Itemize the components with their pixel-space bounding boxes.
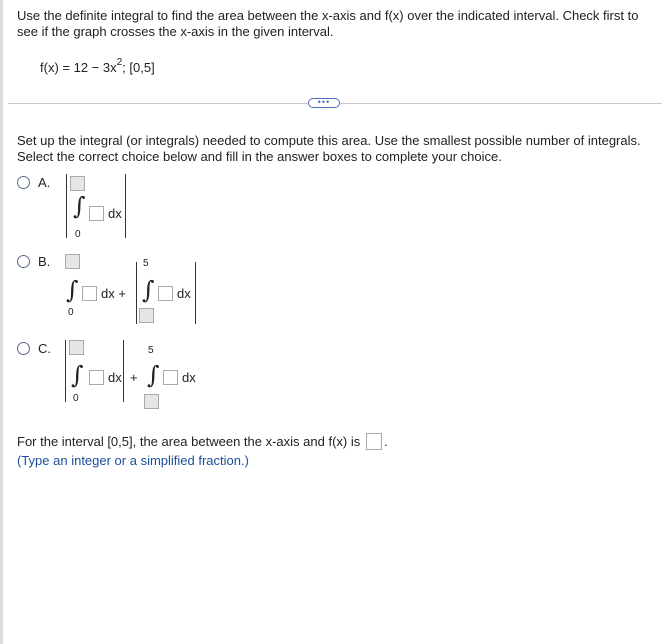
- choice-a-left-bar: [66, 174, 67, 238]
- instructions-line-2: Select the correct choice below and fill in the answer boxes to complete your choice.: [17, 149, 502, 164]
- choice-c-upper-limit-1-input[interactable]: [69, 340, 84, 355]
- choice-c-integral-sign-2: ∫: [147, 361, 160, 389]
- choice-b-integrand-1-input[interactable]: [82, 286, 97, 301]
- choice-a-lower-limit: 0: [75, 229, 81, 240]
- choice-c-integrand-1-input[interactable]: [89, 370, 104, 385]
- area-answer-input[interactable]: [366, 433, 382, 450]
- choice-a-label: A.: [38, 175, 51, 190]
- left-rule: [0, 0, 3, 644]
- area-statement: For the interval [0,5], the area between the x-axis and f(x) is: [17, 434, 361, 449]
- choice-a-dx: dx: [108, 206, 122, 221]
- choice-a-radio[interactable]: [17, 176, 30, 189]
- choice-b-integral-sign-2: ∫: [142, 276, 155, 304]
- choice-c-integrand-2-input[interactable]: [163, 370, 178, 385]
- choice-c-right-bar-1: [123, 340, 124, 402]
- choice-c-integral-sign-1: ∫: [71, 361, 84, 389]
- choice-b-upper-limit-1-input[interactable]: [65, 254, 80, 269]
- more-options-button[interactable]: •••: [308, 98, 340, 108]
- question-line-2: see if the graph crosses the x-axis in the given interval.: [17, 24, 334, 39]
- choice-c-dx-1: dx: [108, 370, 122, 385]
- choice-c-upper-limit-2: 5: [148, 345, 154, 356]
- choice-c-dx-2: dx: [182, 370, 196, 385]
- choice-a-right-bar: [125, 174, 126, 238]
- choice-b-dx: dx: [177, 286, 191, 301]
- function-definition: [40, 57, 155, 78]
- choice-a-upper-limit-input[interactable]: [70, 176, 85, 191]
- choice-a-integrand-input[interactable]: [89, 206, 104, 221]
- choice-c-left-bar-1: [65, 340, 66, 402]
- answer-format-hint: (Type an integer or a simplified fraction.): [17, 453, 249, 468]
- choice-c-label: C.: [38, 341, 51, 356]
- choice-b-label: B.: [38, 254, 51, 269]
- function-prefix: f(x) = 12 − 3x: [40, 60, 117, 75]
- choice-b-right-bar: [195, 262, 196, 324]
- choice-b-lower-limit-2-input[interactable]: [139, 308, 154, 323]
- area-period: .: [384, 434, 388, 449]
- question-line-1: Use the definite integral to find the area between the x-axis and f(x) over the indicated interval. Check first to: [17, 8, 639, 23]
- choice-b-dx-plus: dx +: [101, 286, 126, 301]
- choice-b-lower-limit-1: 0: [68, 307, 74, 318]
- choice-b-radio[interactable]: [17, 255, 30, 268]
- choice-c-radio[interactable]: [17, 342, 30, 355]
- choice-b-left-bar: [136, 262, 137, 324]
- function-exponent: 2: [116, 57, 123, 68]
- choice-c-plus: +: [130, 370, 138, 385]
- choice-b-upper-limit-2: 5: [143, 258, 149, 269]
- choice-b-integrand-2-input[interactable]: [158, 286, 173, 301]
- function-interval: ; [0,5]: [122, 60, 155, 75]
- choice-a-integral-sign: ∫: [73, 192, 86, 220]
- choice-c-lower-limit-1: 0: [73, 393, 79, 404]
- choice-b-integral-sign-1: ∫: [66, 276, 79, 304]
- choice-c-lower-limit-2-input[interactable]: [144, 394, 159, 409]
- instructions-line-1: Set up the integral (or integrals) needed to compute this area. Use the smallest possible number of integrals.: [17, 133, 641, 148]
